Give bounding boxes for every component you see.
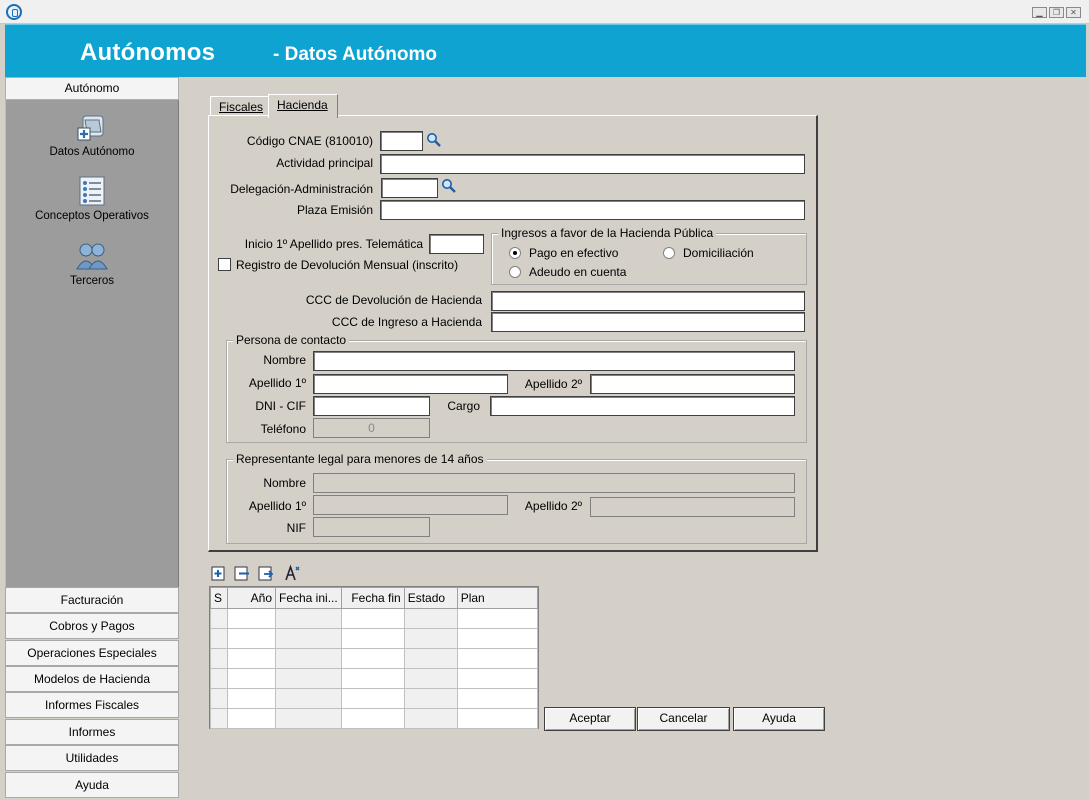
app-header — [5, 24, 1086, 77]
registro-devolucion-checkbox[interactable] — [218, 258, 231, 271]
adeudo-cuenta-radio[interactable] — [509, 266, 521, 278]
ccc-devolucion-label: CCC de Devolución de Hacienda — [305, 293, 482, 307]
sidebar-item-label: Conceptos Operativos — [35, 210, 149, 222]
contacto-cargo-label: Cargo — [447, 399, 480, 413]
column-header-fecha-fin[interactable]: Fecha fin — [341, 588, 404, 609]
app-icon — [6, 4, 22, 20]
codigo-cnae-label: Código CNAE (810010) — [246, 134, 373, 148]
text-format-icon[interactable] — [283, 564, 301, 582]
table-row[interactable] — [211, 629, 538, 649]
ingresos-group-title: Ingresos a favor de la Hacienda Pública — [498, 226, 716, 240]
contacto-dni-input[interactable] — [313, 396, 430, 416]
edit-row-icon[interactable] — [257, 564, 275, 582]
ayuda-button[interactable]: Ayuda — [733, 707, 825, 731]
sidebar-panel — [5, 100, 179, 587]
domiciliacion-label: Domiciliación — [683, 246, 754, 260]
actividad-principal-input[interactable] — [380, 154, 805, 174]
inicio-apellido-label: Inicio 1º Apellido pres. Telemática — [244, 237, 423, 251]
nav-utilidades[interactable]: Utilidades — [5, 745, 179, 771]
representante-group-title: Representante legal para menores de 14 años — [233, 452, 487, 466]
contacto-apellido1-input[interactable] — [313, 374, 508, 394]
ccc-ingreso-label: CCC de Ingreso a Hacienda — [331, 315, 482, 329]
tab-fiscales[interactable]: Fiscales — [210, 96, 272, 116]
window-titlebar — [0, 0, 1089, 24]
nav-informes-fiscales[interactable]: Informes Fiscales — [5, 692, 179, 718]
sidebar-item-label: Terceros — [69, 275, 115, 287]
plaza-emision-label: Plaza Emisión — [296, 203, 373, 217]
add-row-icon[interactable] — [210, 564, 228, 582]
user-add-icon — [75, 110, 109, 144]
tab-hacienda[interactable]: Hacienda — [268, 94, 338, 118]
representante-nombre-label: Nombre — [263, 476, 306, 490]
contacto-dni-label: DNI - CIF — [255, 399, 306, 413]
column-header-ano[interactable]: Año — [228, 588, 276, 609]
plaza-emision-input[interactable] — [380, 200, 805, 220]
representante-apellido1-input — [313, 495, 508, 515]
restore-icon[interactable]: ❐ — [1049, 7, 1064, 18]
sidebar-item-conceptos-operativos[interactable] — [6, 174, 178, 222]
representante-apellido2-input — [590, 497, 795, 517]
ccc-ingreso-input[interactable] — [491, 312, 805, 332]
contacto-nombre-input[interactable] — [313, 351, 795, 371]
sidebar-item-datos-autonomo[interactable] — [6, 110, 178, 158]
app-title: Autónomos — [80, 39, 216, 66]
ccc-devolucion-input[interactable] — [491, 291, 805, 311]
search-icon[interactable] — [426, 132, 442, 148]
representante-nombre-input — [313, 473, 795, 493]
contacto-group-title: Persona de contacto — [233, 333, 349, 347]
list-icon — [75, 174, 109, 208]
contacto-apellido2-label: Apellido 2º — [524, 377, 582, 391]
pago-efectivo-label: Pago en efectivo — [529, 246, 619, 260]
close-icon[interactable]: ✕ — [1066, 7, 1081, 18]
table-row[interactable] — [211, 689, 538, 709]
table-row[interactable] — [211, 669, 538, 689]
table-row[interactable] — [211, 649, 538, 669]
nav-modelos-de-hacienda[interactable]: Modelos de Hacienda — [5, 666, 179, 692]
sidebar-header[interactable]: Autónomo — [5, 77, 179, 100]
representante-apellido1-label: Apellido 1º — [248, 499, 306, 513]
sidebar-item-label: Datos Autónomo — [49, 146, 135, 158]
representante-apellido2-label: Apellido 2º — [524, 499, 582, 513]
column-header-estado[interactable]: Estado — [404, 588, 457, 609]
registro-devolucion-label: Registro de Devolución Mensual (inscrito) — [236, 258, 459, 272]
cancelar-button[interactable]: Cancelar — [637, 707, 730, 731]
actividad-principal-label: Actividad principal — [276, 156, 373, 170]
nav-ayuda[interactable]: Ayuda — [5, 772, 179, 798]
periodos-table[interactable] — [209, 586, 539, 729]
delegacion-label: Delegación-Administración — [230, 182, 373, 196]
column-header-fecha-inicio[interactable]: Fecha ini... — [276, 588, 342, 609]
domiciliacion-radio[interactable] — [663, 247, 675, 259]
table-header-row — [211, 588, 538, 609]
delegacion-input[interactable] — [381, 178, 438, 198]
nav-cobros-y-pagos[interactable]: Cobros y Pagos — [5, 613, 179, 639]
pago-efectivo-radio[interactable] — [509, 247, 521, 259]
contacto-apellido1-label: Apellido 1º — [248, 376, 306, 390]
minimize-icon[interactable]: ▁ — [1032, 7, 1047, 18]
nav-operaciones-especiales[interactable]: Operaciones Especiales — [5, 640, 179, 666]
representante-nif-label: NIF — [286, 521, 306, 535]
remove-row-icon[interactable] — [233, 564, 251, 582]
table-row[interactable] — [211, 709, 538, 729]
column-header-s[interactable]: S — [211, 588, 228, 609]
representante-nif-input — [313, 517, 430, 537]
search-icon[interactable] — [441, 178, 457, 194]
nav-informes[interactable]: Informes — [5, 719, 179, 745]
column-header-plan[interactable]: Plan — [457, 588, 537, 609]
aceptar-button[interactable]: Aceptar — [544, 707, 636, 731]
nav-facturacion[interactable]: Facturación — [5, 587, 179, 613]
people-icon — [75, 239, 109, 273]
section-title: - Datos Autónomo — [273, 44, 437, 65]
inicio-apellido-input[interactable] — [429, 234, 484, 254]
contacto-telefono-label: Teléfono — [260, 422, 306, 436]
sidebar-item-terceros[interactable] — [6, 239, 178, 287]
contacto-nombre-label: Nombre — [263, 353, 306, 367]
contacto-cargo-input[interactable] — [490, 396, 795, 416]
table-row[interactable] — [211, 609, 538, 629]
contacto-telefono-input: 0 — [313, 418, 430, 438]
codigo-cnae-input[interactable] — [380, 131, 423, 151]
contacto-apellido2-input[interactable] — [590, 374, 795, 394]
adeudo-cuenta-label: Adeudo en cuenta — [529, 265, 627, 279]
